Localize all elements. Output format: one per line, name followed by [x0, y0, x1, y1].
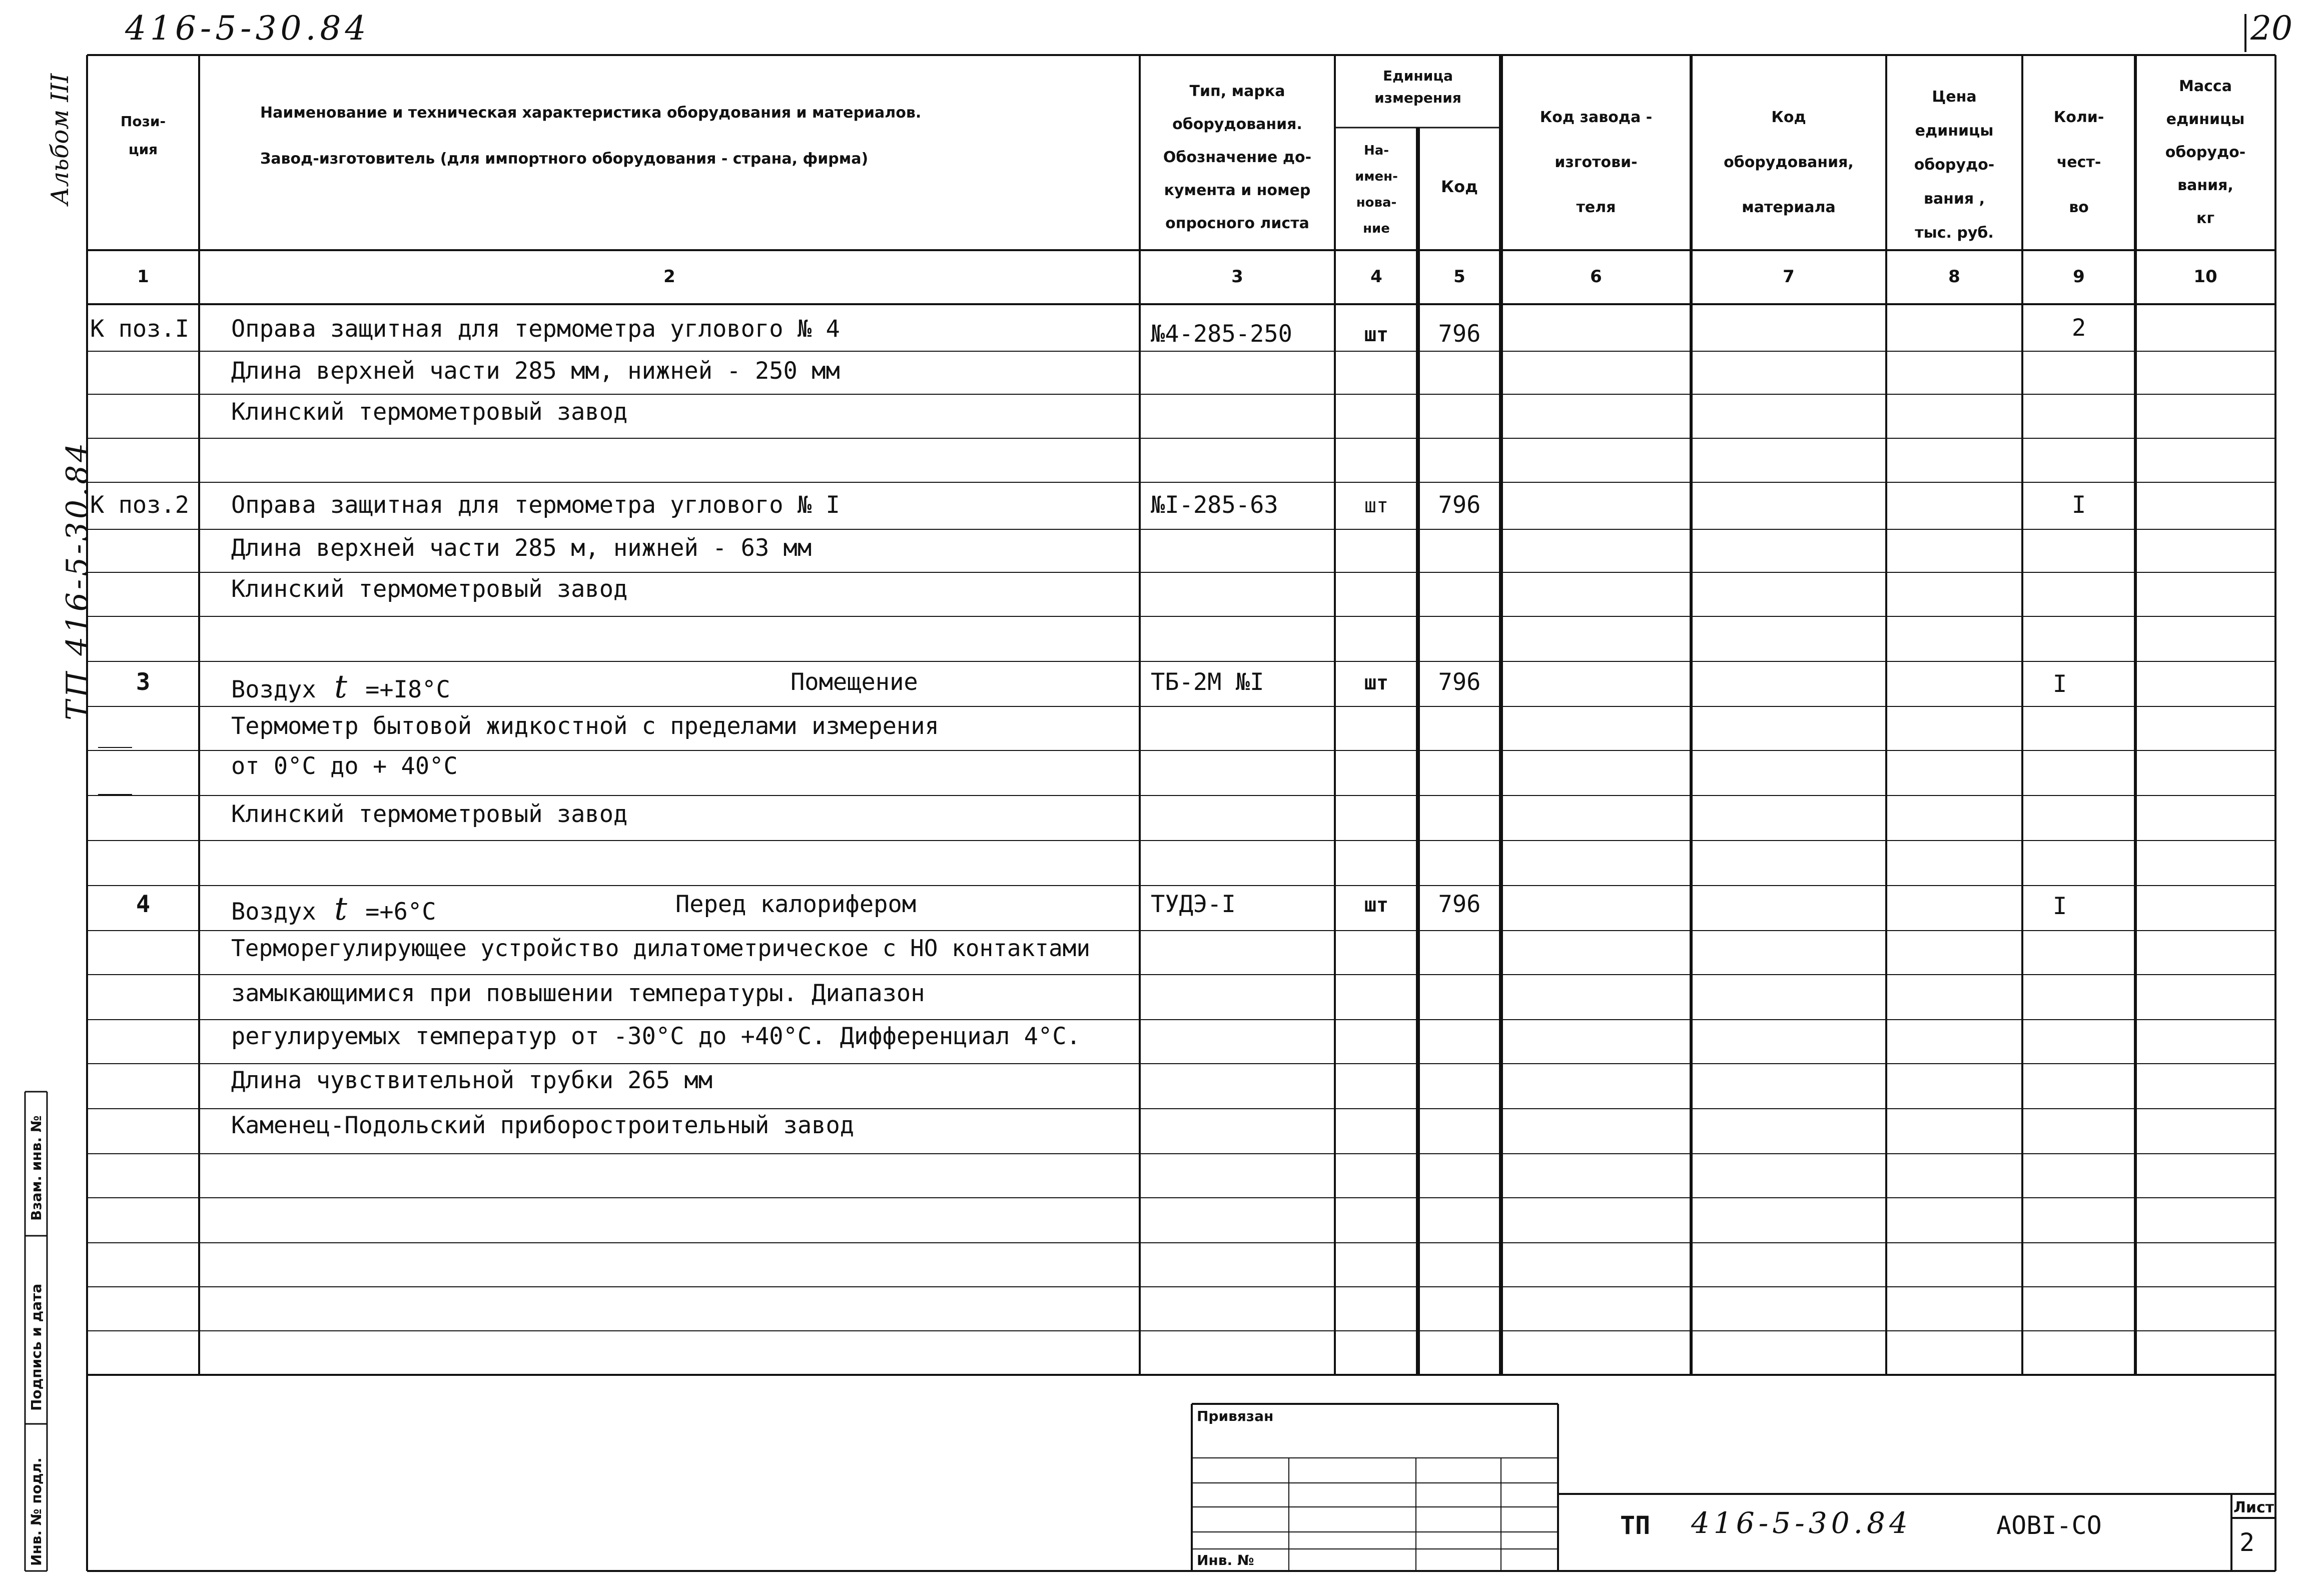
header-col4	[1335, 138, 1418, 242]
stamp-inv-no: Инв. №	[1197, 1552, 1254, 1568]
header-col3-line: кумента и номер	[1164, 182, 1311, 199]
item-type: №I-285-63	[1151, 491, 1278, 519]
item-code: 796	[1438, 891, 1481, 918]
stamp-sheet-label: Лист	[2233, 1499, 2274, 1516]
item-title	[231, 891, 436, 928]
item-line: Длина чувствительной трубки 265 мм	[231, 1067, 713, 1094]
stamp-designation: АОВI-СО	[1996, 1511, 2102, 1540]
side-doc-code: ТП 416-5-30.84	[60, 440, 95, 720]
item-qty: 2	[2071, 314, 2086, 342]
page-number: 20	[2250, 9, 2292, 48]
item-line: Каменец-Подольский приборостроительный завод	[231, 1112, 855, 1139]
header-col1-line: ция	[128, 141, 158, 158]
header-col6-line: Код завода -	[1540, 109, 1653, 126]
doc-code-top: 416-5-30.84	[125, 9, 370, 48]
stamp-tp: ТП	[1620, 1511, 1651, 1540]
item-qty: I	[2071, 491, 2086, 519]
colnum-3: 3	[1231, 267, 1243, 287]
header-col8-line: Цена	[1932, 88, 1977, 106]
header-col9-line: Коли-	[2053, 109, 2104, 126]
item-position: 3	[136, 668, 151, 696]
stamp-doc-code: 416-5-30.84	[1691, 1506, 1912, 1540]
header-col8	[1886, 80, 2022, 250]
item-line: Термометр бытовой жидкостной с пределами измерения	[231, 712, 939, 740]
colnum-2: 2	[663, 267, 675, 287]
header-col10-line: кг	[2196, 210, 2215, 227]
colnum-4: 4	[1370, 267, 1382, 287]
item-position: 4	[136, 891, 151, 918]
item-line: Оправа защитная для термометра углового № 4	[231, 315, 840, 343]
temperature-symbol: t	[334, 668, 347, 705]
colnum-5: 5	[1453, 267, 1465, 287]
stamp-privyazan: Привязан	[1197, 1408, 1274, 1424]
header-col9-line: чест-	[2056, 154, 2101, 171]
header-col2	[260, 100, 921, 172]
header-col6	[1501, 95, 1691, 230]
header-col10	[2135, 70, 2275, 235]
header-col7-line: оборудования,	[1724, 154, 1854, 171]
item-line: Клинский термометровый завод	[231, 801, 628, 828]
item-position: К поз.2	[90, 491, 190, 519]
item-unit: шт	[1364, 323, 1389, 346]
item-code: 796	[1438, 668, 1481, 696]
item-line: регулируемых температур от -30°C до +40°C. Дифференциал 4°C.	[231, 1023, 1081, 1050]
header-col6-line: изготови-	[1555, 154, 1638, 171]
colnum-10: 10	[2193, 267, 2217, 287]
header-unit-line: Единица	[1383, 68, 1453, 84]
header-unit-group	[1335, 65, 1501, 109]
header-col8-line: оборудо-	[1914, 156, 1995, 174]
header-col8-line: тыс. руб.	[1915, 224, 1994, 242]
item-qty: I	[2052, 893, 2067, 920]
header-col2-line: Наименование и техническая характеристика оборудования и материалов.	[260, 104, 922, 122]
item-line: Клинский термометровый завод	[231, 575, 628, 603]
header-col7	[1691, 95, 1886, 230]
header-col7-line: Код	[1771, 109, 1806, 126]
item-type: ТБ-2М №I	[1151, 668, 1264, 696]
header-unit-line: измерения	[1374, 90, 1461, 106]
header-col5: Код	[1441, 177, 1478, 196]
item-code: 796	[1438, 491, 1481, 519]
header-col10-line: единицы	[2166, 111, 2245, 128]
item-line: от 0°C до + 40°C	[231, 752, 458, 780]
item-unit: шт	[1364, 494, 1389, 517]
colnum-1: 1	[137, 267, 149, 287]
item-line: Длина верхней части 285 м, нижней - 63 мм	[231, 534, 812, 562]
header-col9	[2022, 95, 2135, 230]
item-temperature: =+6°C	[365, 898, 436, 926]
item-place: Помещение	[791, 668, 918, 696]
header-col6-line: теля	[1576, 199, 1616, 216]
header-col8-line: вания ,	[1923, 190, 1985, 208]
album-label: Альбом III	[46, 73, 74, 205]
item-line: Оправа защитная для термометра углового № I	[231, 491, 840, 519]
header-col10-line: оборудо-	[2165, 144, 2246, 161]
header-col7-line: материала	[1742, 199, 1836, 216]
header-col10-line: вания,	[2177, 177, 2233, 194]
item-code: 796	[1438, 320, 1481, 348]
item-temperature: =+I8°C	[365, 676, 450, 703]
header-col8-line: единицы	[1915, 122, 1994, 140]
item-position: К поз.I	[90, 315, 190, 343]
item-title	[231, 668, 450, 705]
header-col4-line: На-	[1363, 143, 1389, 158]
header-col10-line: Масса	[2179, 78, 2232, 95]
colnum-7: 7	[1783, 267, 1795, 287]
item-qty: I	[2052, 670, 2067, 698]
side-label-vzam: Взам. инв. №	[28, 1115, 45, 1221]
item-line: Длина верхней части 285 мм, нижней - 250 мм	[231, 357, 840, 385]
stamp-sheet-number: 2	[2239, 1528, 2255, 1557]
item-type: ТУДЭ-I	[1151, 891, 1236, 918]
header-col4-line: нова-	[1356, 195, 1397, 210]
side-label-inv: Инв. № подл.	[28, 1457, 45, 1566]
item-unit: шт	[1364, 894, 1389, 917]
item-line: замыкающимися при повышении температуры. Диапазон	[231, 980, 925, 1007]
item-unit: шт	[1364, 671, 1389, 694]
header-col4-line: имен-	[1355, 169, 1398, 184]
item-title-label: Воздух	[231, 676, 316, 703]
header-col3-line: опросного листа	[1165, 215, 1309, 232]
colnum-6: 6	[1590, 267, 1602, 287]
item-line: Клинский термометровый завод	[231, 398, 628, 426]
temperature-symbol: t	[334, 891, 347, 928]
header-col3-line: Обозначение до-	[1163, 149, 1312, 166]
header-col1-line: Пози-	[120, 113, 166, 130]
item-type: №4-285-250	[1151, 320, 1292, 348]
header-col9-line: во	[2069, 199, 2089, 216]
header-col3	[1140, 75, 1335, 240]
item-line: Терморегулирующее устройство дилатометрическое с НО контактами	[231, 935, 1091, 962]
header-col2-line: Завод-изготовитель (для импортного оборудования - страна, фирма)	[260, 150, 869, 168]
colnum-9: 9	[2073, 267, 2085, 287]
header-col3-line: Тип, марка	[1189, 83, 1285, 100]
header-col3-line: оборудования.	[1172, 116, 1302, 133]
side-label-podpis: Подпись и дата	[28, 1283, 45, 1411]
header-col4-line: ние	[1363, 221, 1390, 236]
item-title-label: Воздух	[231, 898, 316, 926]
item-place: Перед калорифером	[675, 891, 917, 918]
colnum-8: 8	[1948, 267, 1960, 287]
